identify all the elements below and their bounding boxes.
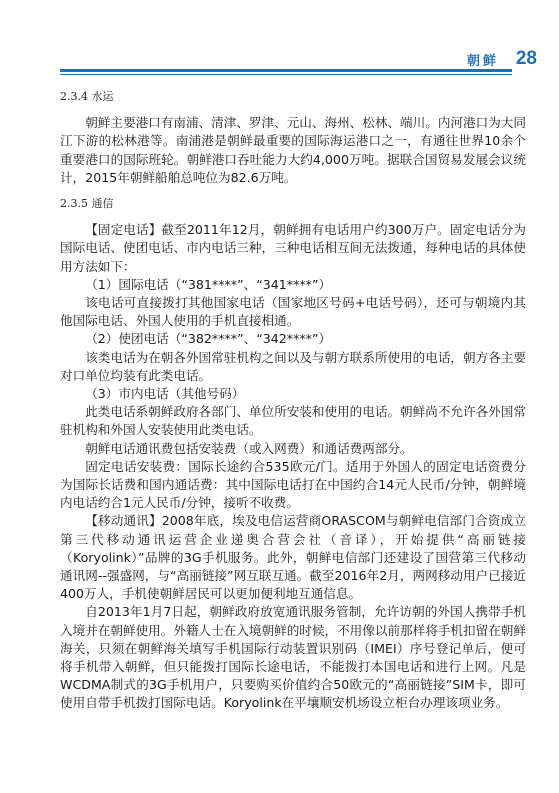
section-heading-communication: 2.3.5 通信	[60, 197, 114, 210]
list-item: （1）国际电话（“381****”、“341****”）	[85, 276, 332, 292]
header-rule-thin	[60, 74, 512, 75]
paragraph: 固定电话安装费：国际长途约合535欧元/门。适用于外国人的固定电话资费分为国际长话费和国内通话费：其中国际电话打在中国约合14元人民币/分钟，朝鲜境内电话约合1元人民币/分钟，接听不收费。	[60, 458, 526, 511]
paragraph: 此类电话系朝鲜政府各部门、单位所安装和使用的电话。朝鲜尚不允许各外国常驻机构和外国人安装使用此类电话。	[60, 404, 526, 438]
page-body	[60, 88, 526, 713]
paragraph: 【固定电话】截至2011年12月，朝鲜拥有电话用户约300万户。固定电话分为国际电话、使团电话、市内电话三种，三种电话相互间无法拨通，每种电话的具体使用方法如下：	[60, 222, 526, 274]
paragraph: 该类电话为在朝各外国常驻机构之间以及与朝方联系所使用的电话，朝方各主要对口单位均装有此类电话。	[60, 349, 526, 383]
list-item: （3）市内电话（其他号码）	[85, 386, 245, 402]
paragraph: 【移动通讯】2008年底，埃及电信运营商ORASCOM与朝鲜电信部门合资成立第三代移动通讯运营企业递奥合营会社（音译），开始提供“高丽链接（Koryolink）”品牌的3G手机服务。此外，朝鲜电信部门还建设了国营第三代移动通讯网--强盛网，与“高丽链接”网互联互通。截至2016年2月，两网移动用户已接近400万人，手机使朝鲜居民可以更加便利地互通信息。	[60, 513, 526, 602]
paragraph: 该电话可直接拨打其他国家电话（国家地区号码+电话号码），还可与朝境内其他国际电话、外国人使用的手机直接相通。	[60, 295, 526, 329]
header-rule-thick	[60, 69, 512, 72]
paragraph: 朝鲜电话通讯费包括安装费（或入网费）和通话费两部分。	[85, 440, 413, 456]
running-header-title: 朝鲜	[466, 54, 499, 69]
paragraph: 朝鲜主要港口有南浦、清津、罗津、元山、海州、松林、端川。内河港口为大同江下游的松林港等。南浦港是朝鲜最重要的国际海运港口之一，有通往世界10余个重要港口的国际班轮。朝鲜港口吞吐能力大约4,000万吨。据联合国贸易发展会议统计，2015年朝鲜船舶总吨位为82.6万吨。	[60, 115, 526, 185]
page-header	[0, 0, 559, 78]
list-item: （2）使团电话（“382****”、“342****”）	[85, 331, 332, 347]
page-number: 28	[515, 48, 537, 69]
section-heading-water-transport: 2.3.4 水运	[60, 90, 114, 103]
paragraph: 自2013年1月7日起，朝鲜政府放宽通讯服务管制，允许访朝的外国人携带手机入境并在朝鲜使用。外籍人士在入境朝鲜的时候，不用像以前那样将手机扣留在朝鲜海关，只须在朝鲜海关填写手机国际行动装置识别码（IMEI）序号登记单后，便可将手机带入朝鲜，但只能拨打国际长途电话，不能拨打本国电话和进行上网。凡是WCDMA制式的3G手机用户，只要购买价值约合50欧元的“高丽链接”SIM卡，即可使用自带手机拨打国际电话。Koryolink在平壤顺安机场设立柜台办理该项业务。	[60, 604, 526, 711]
